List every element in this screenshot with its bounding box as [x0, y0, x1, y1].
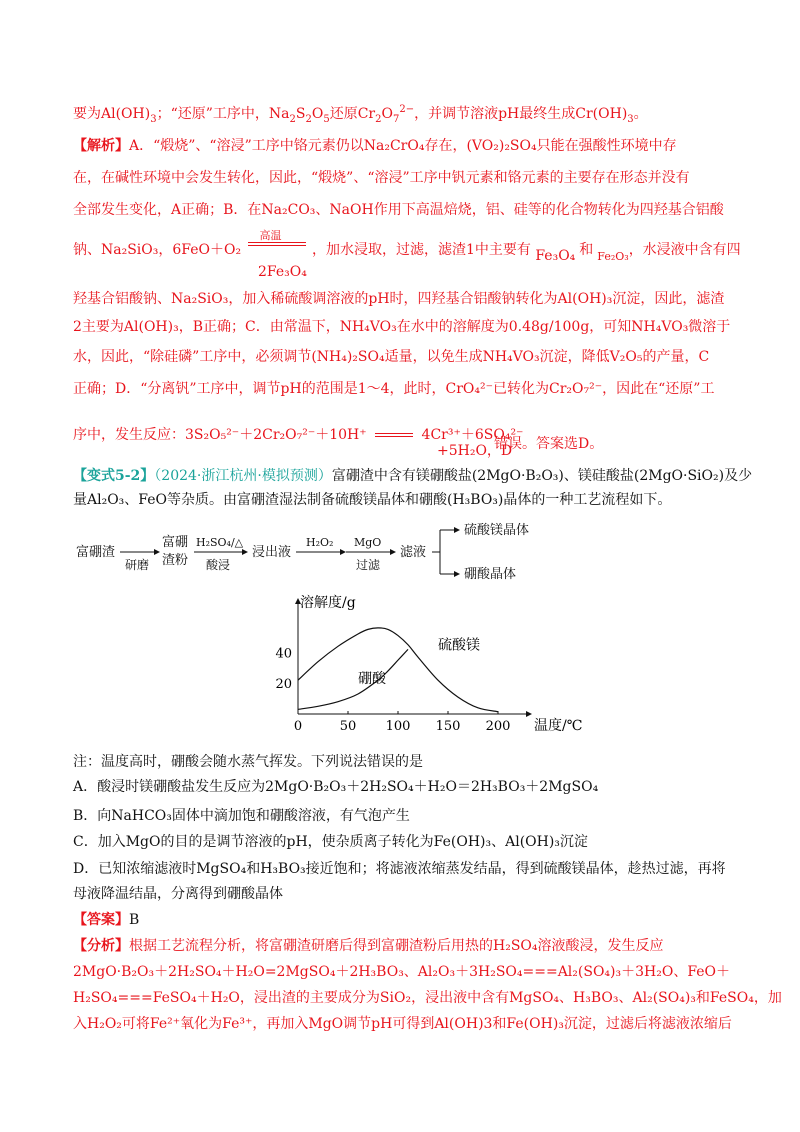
flow-node-powder-b: 渣粉	[162, 553, 189, 568]
analysis-line-5: 钠、Na₂SiO₃，6FeO＋O₂ 高温 ，加水浸取，过滤，滤渣1中主要有 Fe₃O₄ 和 $_{Fe_2O_3}$，水浸液中含有四	[73, 229, 741, 264]
analysis-tag: 【解析】	[73, 138, 129, 154]
series-line-boric	[298, 649, 408, 709]
analysis-line-3: 在，在碱性环境中会发生转化，因此，“煅烧”、“溶浸”工序中钒元素和铬元素的主要存在形态并没有	[73, 170, 690, 186]
flow-reagent-h2o2: H₂O₂	[306, 536, 334, 549]
flow-reagent-mgo: MgO	[354, 536, 382, 549]
option-a: A．酸浸时镁硼酸盐发生反应为2MgO·B₂O₃＋2H₂SO₄＋H₂O＝2H₃BO₃＋2MgSO₄	[73, 779, 599, 795]
flow-arrowhead-1	[154, 549, 160, 555]
solution-line-1: 要为$Al(OH)_3$；“还原”工序中，$Na_2S_2O_5$还原$Cr_2O_7^{2-}$，并调节溶液pH最终生成$Cr(OH)_3$。	[73, 104, 648, 125]
flow-step-filter: 过滤	[356, 558, 381, 572]
option-d-line-2: 母液降温结晶，分离得到硼酸晶体	[73, 886, 283, 902]
x-tick-label: 200	[485, 719, 511, 734]
x-tick-label: 50	[339, 719, 357, 734]
variant-line-1: 【变式5-2】（2024·浙江杭州·模拟预测）富硼渣中含有镁硼酸盐(2MgO·B₂O₃)、镁硅酸盐(2MgO·SiO₂)及少	[73, 468, 753, 484]
flow-node-raw: 富硼渣	[76, 545, 116, 560]
analysis-line-7: 2主要为Al(OH)₃，B正确；C．由常温下，NH₄VO₃在水中的溶解度为0.48g/100g，可知NH₄VO₃微溶于	[73, 319, 731, 335]
flow-output-mgso4: 硫酸镁晶体	[464, 523, 530, 538]
flow-node-powder-a: 富硼	[162, 535, 189, 550]
flow-reagent-acid: H₂SO₄/△	[196, 536, 244, 549]
y-tick-label: 20	[275, 677, 292, 693]
variant-tag: 【变式5-2】	[73, 468, 155, 484]
x-tick-label: 100	[385, 719, 411, 734]
question-note: 注：温度高时，硼酸会随水蒸气挥发。下列说法错误的是	[73, 754, 423, 770]
series-label-boric: 硼酸	[358, 671, 386, 688]
x-tick-label: 0	[293, 719, 303, 734]
variant-line-2: 量Al₂O₃、FeO等杂质。由富硼渣湿法制备硫酸镁晶体和硼酸(H₃BO₃)晶体的一种工艺流程如下。	[73, 492, 672, 508]
y-axis-label: 溶解度/g	[300, 595, 356, 611]
variant-source: （2024·浙江杭州·模拟预测）	[154, 468, 332, 484]
flow-arrowhead-2	[242, 549, 248, 555]
analysis2-tag: 【分析】	[73, 938, 129, 954]
answer-line	[73, 910, 139, 930]
equation-condition: 高温	[246, 240, 308, 260]
option-c: C．加入MgO的目的是调节溶液的pH，使杂质离子转化为Fe(OH)₃、Al(OH)₃沉淀	[73, 834, 588, 850]
analysis-equation-product: 2Fe₃O₄	[258, 264, 307, 280]
flow-arrowhead-4	[390, 549, 396, 555]
analysis2-line-4: 入H₂O₂可将Fe²⁺氧化为Fe³⁺，再加入MgO调节pH可得到Al(OH)3和Fe(OH)₃沉淀，过滤后将滤液浓缩后	[73, 1016, 732, 1032]
answer-tag: 【答案】	[73, 912, 129, 928]
x-axis-arrow	[526, 711, 532, 717]
analysis2-line-1: 【分析】根据工艺流程分析，将富硼渣研磨后得到富硼渣粉后用热的H₂SO₄溶液酸浸，发生反应	[73, 938, 664, 954]
option-b: B．向NaHCO₃固体中滴加饱和硼酸溶液，有气泡产生	[73, 808, 410, 824]
option-d-line-1: D．已知浓缩滤液时MgSO₄和H₃BO₃接近饱和；将滤液浓缩蒸发结晶，得到硫酸镁晶体，趁热过滤，再将	[73, 861, 726, 877]
process-flow-diagram	[70, 522, 570, 592]
x-axis-label: 温度/℃	[534, 718, 583, 734]
flow-output-boric: 硼酸晶体	[464, 567, 517, 582]
analysis-line-2: 【解析】A．“煅烧”、“溶浸”工序中铬元素仍以Na₂CrO₄存在，(VO₂)₂SO₄只能在强酸性环境中存	[73, 138, 677, 154]
answer-value: B	[129, 912, 140, 928]
flow-node-filtrate: 滤液	[400, 545, 427, 560]
y-tick-label: 40	[275, 646, 292, 662]
analysis-line-9: 正确；D．“分离钒”工序中，调节pH的范围是1～4，此时，CrO₄²⁻已转化为Cr₂O₇²⁻，因此在“还原”工	[73, 381, 715, 397]
series-label-mgso4: 硫酸镁	[438, 637, 480, 654]
solubility-chart	[250, 590, 583, 750]
analysis-line-10-end: 错误。答案选D。	[494, 436, 604, 452]
analysis-line-6: 羟基合铝酸钠、Na₂SiO₃，加入稀硫酸调溶液的pH时，四羟基合铝酸钠转化为Al(OH)₃沉淀，因此，滤渣	[73, 291, 725, 307]
flow-node-leachate: 浸出液	[252, 545, 292, 560]
flow-step-grind: 研磨	[125, 558, 150, 572]
x-tick-label: 150	[435, 719, 461, 734]
analysis-line-4: 全部发生变化，A正确；B．在Na₂CO₃、NaOH作用下高温焙烧，铝、硅等的化合物转化为四羟基合铝酸	[73, 202, 724, 218]
flow-arrowhead-3	[340, 549, 346, 555]
analysis2-line-2: 2MgO·B₂O₃＋2H₂SO₄＋H₂O=2MgSO₄＋2H₃BO₃、Al₂O₃＋3H₂SO₄===Al₂(SO₄)₃＋3H₂O、FeO＋	[73, 964, 731, 980]
analysis-line-10: 序中，发生反应：3S₂O₅²⁻＋2Cr₂O₇²⁻＋10H⁺ 4Cr³⁺＋6SO₄²⁻	[73, 427, 524, 443]
analysis2-line-3: H₂SO₄===FeSO₄＋H₂O，浸出渣的主要成分为SiO₂，浸出液中含有MgSO₄、H₃BO₃、Al₂(SO₄)₃和FeSO₄，加	[73, 990, 782, 1006]
analysis-line-8: 水，因此，“除硅磷”工序中，必须调节(NH₄)₂SO₄适量，以免生成NH₄VO₃沉淀，降低V₂O₅的产量，C	[73, 349, 710, 365]
flow-step-leach: 酸浸	[206, 558, 231, 572]
analysis-line-10-sub: +5H₂O，D	[437, 443, 513, 459]
equation-equals	[371, 425, 417, 445]
